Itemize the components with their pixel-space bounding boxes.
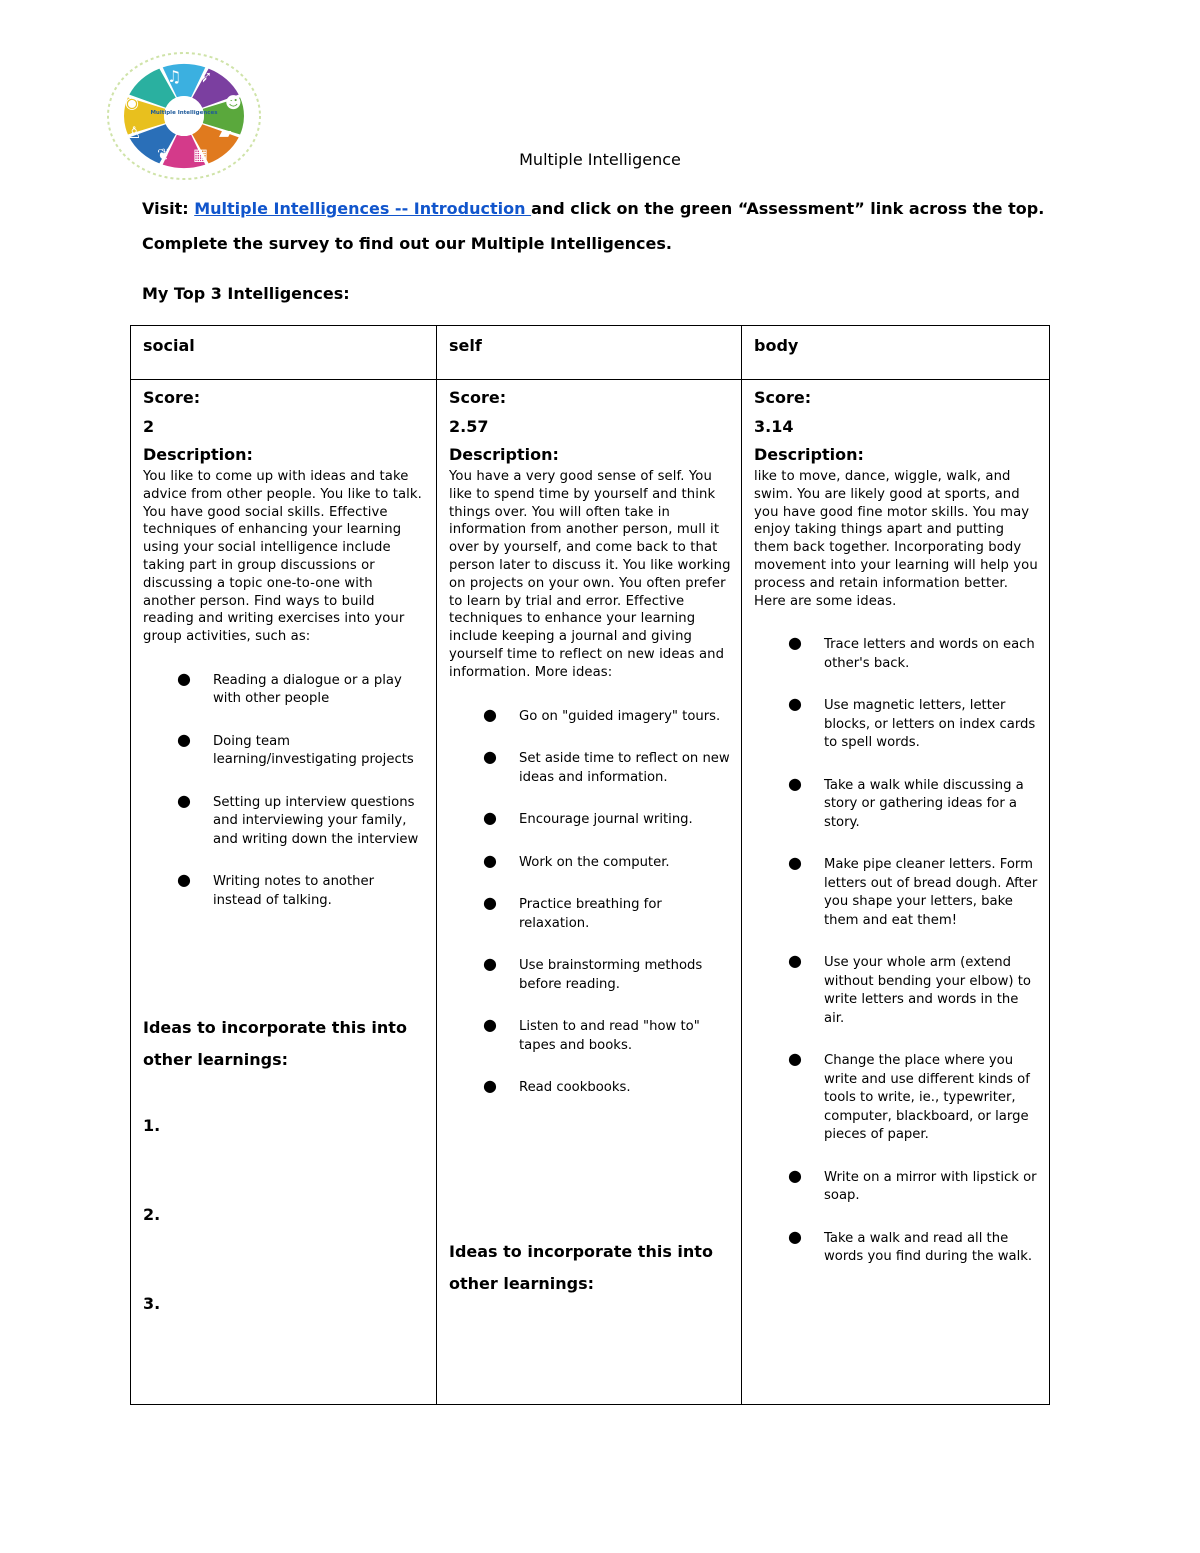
score-value: 3.14 [754, 417, 794, 436]
list-item: ● Set aside time to reflect on new ideas and information. [483, 747, 730, 785]
list-item: ● Work on the computer. [483, 850, 670, 870]
body-row [131, 380, 1050, 1405]
list-item: ● Go on "guided imagery" tours. [483, 704, 721, 724]
intelligence-name: body [754, 336, 799, 355]
header-cell-2 [437, 326, 742, 380]
complete-survey-text: Complete the survey to find out our Multiple Intelligences. [142, 234, 672, 253]
music-note-icon: ♫ [167, 67, 182, 86]
score-label: Score: [449, 388, 507, 407]
header-cell-1 [131, 326, 437, 380]
idea-number-1: 1. [143, 1116, 161, 1136]
intelligences-table [130, 325, 1050, 1405]
score-value: 2 [143, 417, 155, 436]
ideas-label: Ideas to incorporate this into other learnings: [143, 1018, 407, 1070]
score-label: Score: [754, 388, 812, 407]
bullet-icon: ● [788, 951, 802, 971]
description-text: You like to come up with ideas and take advice from other people. You like to talk. You have good social skills. Effective techniques of enhancing your learning using your social intelligence include taking part in group discussions or discussing a topic one-to-one with another person. Find ways to build reading and writing exercises into your group activities, such as: [143, 469, 422, 645]
list-item: ● Setting up interview questions and interviewing your family, and writing down the interview [177, 790, 419, 847]
header-row [131, 326, 1050, 380]
bullet-icon: ● [788, 694, 802, 714]
people-icon: ☻ [225, 93, 242, 112]
bullet-icon: ● [177, 668, 191, 688]
list-item: ● Doing team learning/investigating projects [177, 729, 414, 768]
description-text: like to move, dance, wiggle, walk, and swim. You are likely good at sports, and you have good fine motor skills. You may enjoy taking things apart and putting them back together. Incorporating body movement into your learning will help you process and retain information better. Here are some ideas. [754, 469, 1038, 609]
plant-icon: ❦ [157, 145, 171, 164]
idea-number-2: 2. [143, 1205, 161, 1225]
self-cell [437, 380, 742, 1405]
list-item: ● Writing notes to another instead of talking. [177, 870, 375, 908]
intelligence-name: self [449, 336, 482, 355]
bullet-icon: ● [483, 893, 497, 913]
bullet-icon: ● [177, 870, 191, 890]
visit-label: Visit: [142, 199, 189, 218]
list-item: ● Use your whole arm (extend without bending your elbow) to write letters and words in the air. [788, 951, 1031, 1026]
list-item: ● Practice breathing for relaxation. [483, 893, 662, 931]
bullet-icon: ● [788, 773, 802, 793]
visit-instruction [142, 199, 1044, 218]
logo-center-label: Multiple Intelligences [150, 110, 218, 116]
bullet-icon: ● [483, 1015, 497, 1035]
person-icon: ♙ [127, 123, 142, 142]
list-item: ● Use magnetic letters, letter blocks, or letters on index cards to spell words. [788, 694, 1036, 751]
ideas-list [143, 668, 426, 911]
description-label: Description: [754, 445, 864, 464]
bullet-icon: ● [483, 808, 497, 828]
description-label: Description: [143, 445, 253, 464]
visit-rest-text: and click on the green “Assessment” link across the top. [531, 199, 1045, 218]
bullet-icon: ● [788, 633, 802, 653]
ideas-list [449, 704, 731, 1098]
bullet-icon: ● [788, 1165, 802, 1185]
ideas-label: Ideas to incorporate this into other learnings: [449, 1241, 713, 1293]
list-item: ● Listen to and read "how to" tapes and books. [483, 1015, 700, 1053]
list-item: ● Write on a mirror with lipstick or soap. [788, 1165, 1037, 1204]
bullet-icon: ● [483, 747, 497, 767]
list-item: ● Read cookbooks. [483, 1076, 631, 1096]
body-cell [742, 380, 1050, 1405]
bullet-icon: ● [177, 790, 191, 810]
list-item: ● Take a walk and read all the words you find during the walk. [788, 1226, 1033, 1265]
list-item: ● Encourage journal writing. [483, 808, 693, 828]
list-item: ● Make pipe cleaner letters. Form letters out of bread dough. After you shape your letters, bake them and eat them! [788, 853, 1038, 928]
bullet-icon: ● [483, 1076, 497, 1096]
bullet-icon: ● [788, 853, 802, 873]
score-value: 2.57 [449, 417, 489, 436]
list-item: ● Trace letters and words on each other's back. [788, 633, 1035, 671]
list-item: ● Reading a dialogue or a play with other people [177, 668, 402, 707]
list-item: ● Change the place where you write and use different kinds of tools to write, ie., typewriter, computer, blackboard, or large pieces of paper. [788, 1049, 1030, 1143]
calculator-icon: ▦ [193, 145, 209, 164]
idea-number-3: 3. [143, 1294, 161, 1314]
bullet-icon: ● [788, 1226, 802, 1246]
bullet-icon: ● [483, 704, 497, 724]
book-icon: ▰ [219, 123, 232, 142]
list-item: ● Take a walk while discussing a story or gathering ideas for a story. [788, 773, 1024, 830]
list-item: ● Use brainstorming methods before reading. [483, 954, 703, 992]
bullet-icon: ● [483, 954, 497, 974]
social-cell [131, 380, 437, 1405]
document-title: Multiple Intelligence [519, 150, 681, 169]
bullet-icon: ● [788, 1049, 802, 1069]
ideas-list [754, 633, 1039, 1267]
intelligence-name: social [143, 336, 195, 355]
header-cell-3 [742, 326, 1050, 380]
multiple-intelligences-link[interactable]: Multiple Intelligences -- Introduction [194, 199, 532, 218]
top3-label: My Top 3 Intelligences: [142, 284, 350, 303]
description-text: You have a very good sense of self. You like to spend time by yourself and think things over. You will often take in information from another person, mull it over by yourself, and come back to that person later to discuss it. You like working on projects on your own. You often prefer to learn by trial and error. Effective techniques to enhance your learning include keeping a journal and giving yourself time to reflect on new ideas and information. More ideas: [449, 469, 731, 680]
bullet-icon: ● [483, 850, 497, 870]
eye-icon: ◉ [125, 93, 139, 112]
score-label: Score: [143, 388, 201, 407]
running-person-icon: ➶ [199, 67, 213, 86]
bullet-icon: ● [177, 729, 191, 749]
description-label: Description: [449, 445, 559, 464]
